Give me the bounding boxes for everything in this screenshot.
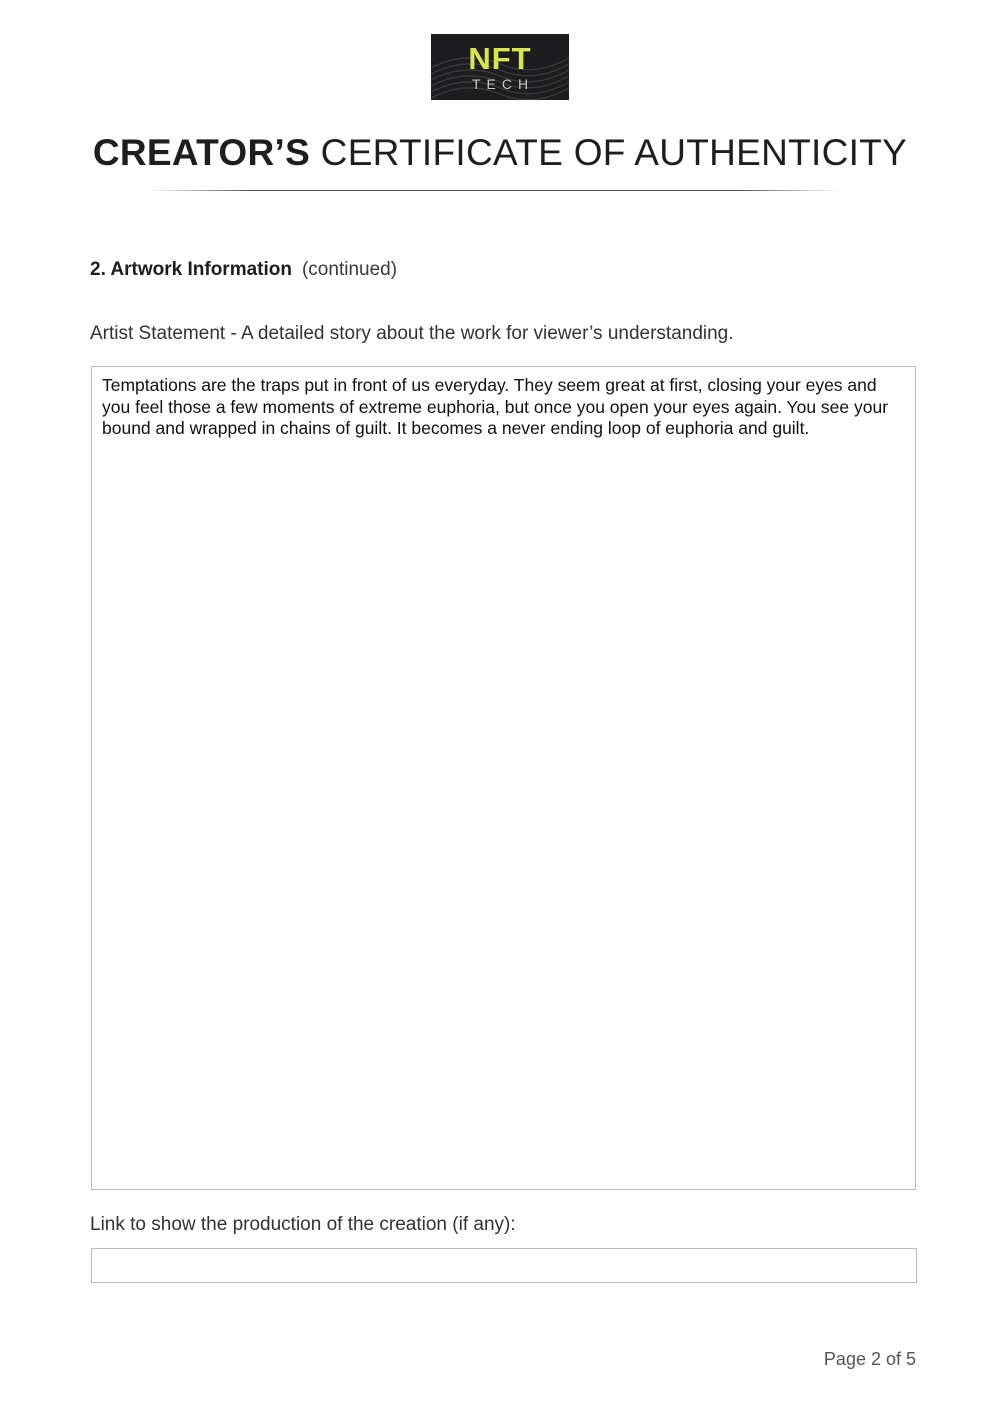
page-number: Page 2 of 5	[823, 1349, 916, 1369]
production-link-field[interactable]	[91, 1248, 917, 1283]
logo-wordmark: NFT	[468, 41, 532, 76]
artist-statement-label: Artist Statement - A detailed story about the work for viewer’s understanding.	[90, 323, 734, 344]
artist-statement-field[interactable]: Temptations are the traps put in front of us everyday. They seem great at first, closing your eyes and you feel those a few moments of extreme euphoria, but once you open your eyes again. You see your bound and wrapped in chains of guilt. It becomes a never ending loop of euphoria and guilt.	[91, 366, 916, 1190]
page-title-light: CERTIFICATE OF AUTHENTICITY	[320, 132, 908, 173]
title-divider	[148, 190, 840, 191]
logo-subtitle: TECH	[471, 76, 535, 92]
page-title	[0, 130, 1000, 176]
production-link-label: Link to show the production of the creation (if any):	[90, 1214, 516, 1235]
section-qualifier: (continued)	[301, 259, 398, 280]
section-heading	[90, 257, 397, 283]
page-title-bold: CREATOR’S	[92, 132, 311, 173]
nft-tech-logo	[431, 34, 569, 100]
section-title: 2. Artwork Information	[90, 259, 292, 280]
